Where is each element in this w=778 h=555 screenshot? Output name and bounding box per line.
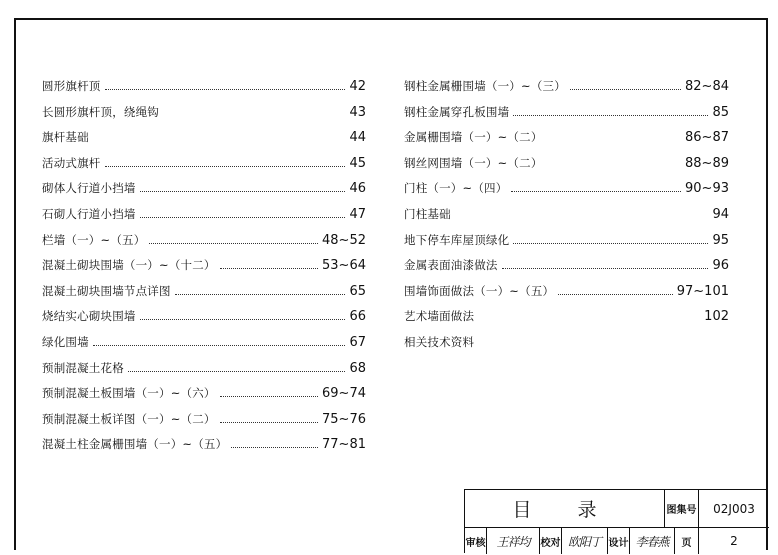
toc-entry-page: 88~89 [685,155,729,171]
toc-entry-label: 门柱基础 [404,206,451,221]
toc-entry-page: 43 [349,104,366,120]
leader-dots [140,217,346,218]
leader-dots [105,89,346,90]
toc-entry-label: 钢柱金属栅围墙（一）~（三） [404,79,566,93]
check-signature: 欧阳丁 [562,528,608,554]
toc-entry[interactable] [404,283,729,309]
leader-dots [513,115,708,116]
leader-dots [93,345,346,346]
toc-entry-page: 90~93 [685,181,729,197]
toc-entry-page: 45 [349,155,366,171]
toc-entry[interactable] [42,360,366,386]
toc-entry-page: 46 [349,181,366,197]
leader-dots [231,447,318,448]
toc-entry-label: 混凝土砌块围墙（一）~（十二） [42,258,216,273]
toc-entry-label: 金属表面油漆做法 [404,258,498,273]
toc-entry[interactable] [404,78,729,104]
toc-entry[interactable] [42,308,366,334]
toc-entry-page: 94 [712,206,729,222]
signature-row [465,528,769,554]
toc-entry[interactable] [404,206,729,232]
toc-entry-page: 97~101 [676,283,729,299]
toc-entry[interactable] [404,129,729,155]
design-label: 设计 [608,528,630,554]
toc-entry[interactable] [42,232,366,258]
toc-entry-page: 65 [349,283,366,299]
leader-dots [558,294,673,295]
toc-entry[interactable] [404,257,729,283]
toc-entry-page: 77~81 [322,437,366,453]
leader-dots [105,166,346,167]
toc-entry-page: 66 [349,309,366,325]
toc-entry-label: 门柱（一）~（四） [404,181,508,196]
toc-entry[interactable] [42,206,366,232]
toc-entry-label: 艺术墙面做法 [404,309,475,324]
toc-entry-page: 85 [712,104,729,120]
toc-entry-label: 预制混凝土板围墙（一）~（六） [42,386,216,401]
toc-entry-label: 混凝土柱金属栅围墙（一）~（五） [42,437,228,452]
leader-dots [511,191,681,192]
toc-entry[interactable] [42,78,366,104]
toc-entry[interactable] [404,334,729,360]
toc-entry[interactable] [404,155,729,181]
toc-entry-page: 42 [349,79,366,94]
toc-entry-label: 绿化围墙 [42,334,89,349]
toc-entry-page: 95 [712,232,729,248]
toc-entry-page: 102 [704,309,729,325]
toc-entry-label: 钢丝网围墙（一）~（二） [404,155,543,170]
toc-entry[interactable] [42,411,366,437]
toc-entry-page: 48~52 [322,232,366,248]
leader-dots [220,396,318,397]
review-label: 审核 [465,528,487,554]
toc-entry-label: 地下停车库屋顶绿化 [404,232,510,247]
leader-dots [175,294,346,295]
leader-dots [140,191,346,192]
toc-entry-label: 钢柱金属穿孔板围墙 [404,104,510,119]
toc-entry-label: 相关技术资料 [404,334,475,349]
toc-entry-label: 预制混凝土花格 [42,360,124,375]
toc-entry-label: 活动式旗杆 [42,155,101,170]
toc-entry[interactable] [42,436,366,462]
toc-entry[interactable] [42,257,366,283]
toc-entry-page: 53~64 [322,258,366,274]
toc-entry-page: 69~74 [322,386,366,402]
check-label: 校对 [540,528,562,554]
toc-entry-label: 混凝土砌块围墙节点详图 [42,283,171,298]
toc-entry-label: 石砌人行道小挡墙 [42,206,136,221]
toc-entry[interactable] [42,180,366,206]
title-block-title: 目 录 [465,490,665,528]
leader-dots [220,422,318,423]
toc-entry[interactable] [42,283,366,309]
atlas-number: 02J003 [699,490,769,528]
leader-dots [570,89,681,90]
leader-dots [128,371,346,372]
toc-entry-page: 82~84 [685,79,729,94]
toc-entry-label: 栏墙（一）~（五） [42,232,146,247]
toc-entry[interactable] [42,129,366,155]
atlas-number-label: 图集号 [665,490,699,528]
review-signature: 王祥均 [487,528,540,554]
toc-entry-label: 烧结实心砌块围墙 [42,309,136,324]
toc-entry[interactable] [404,308,729,334]
toc-entry-page: 96 [712,258,729,274]
toc-entry[interactable] [42,385,366,411]
toc-entry-label: 砌体人行道小挡墙 [42,181,136,196]
toc-entry[interactable] [42,104,366,130]
toc-entry-label: 预制混凝土板详图（一）~（二） [42,411,216,426]
leader-dots [513,243,708,244]
title-block [464,489,768,553]
toc-entry-page: 47 [349,206,366,222]
page-label: 页 [675,528,699,554]
toc-entry-label: 旗杆基础 [42,130,89,145]
leader-dots [140,319,346,320]
toc-entry[interactable] [42,334,366,360]
toc-entry[interactable] [42,155,366,181]
page-number: 2 [730,534,738,548]
leader-dots [502,268,709,269]
toc-entry-page: 44 [349,130,366,146]
toc-entry-label: 长圆形旗杆顶，绕绳钩 [42,104,159,119]
leader-dots [220,268,318,269]
leader-dots [149,243,318,244]
toc-entry[interactable] [404,104,729,130]
toc-right-column [404,78,729,360]
toc-entry[interactable] [404,232,729,258]
toc-entry-label: 金属栅围墙（一）~（二） [404,130,543,145]
toc-entry-label: 圆形旗杆顶 [42,79,101,93]
toc-entry-page: 75~76 [322,411,366,427]
toc-entry-page: 67 [349,334,366,350]
toc-entry-page: 68 [349,360,366,376]
toc-entry-page: 86~87 [685,130,729,146]
toc-entry[interactable] [404,180,729,206]
toc-entry-label: 围墙饰面做法（一）~（五） [404,283,555,298]
toc-left-column [42,78,366,462]
design-signature: 李春燕 [630,528,675,554]
